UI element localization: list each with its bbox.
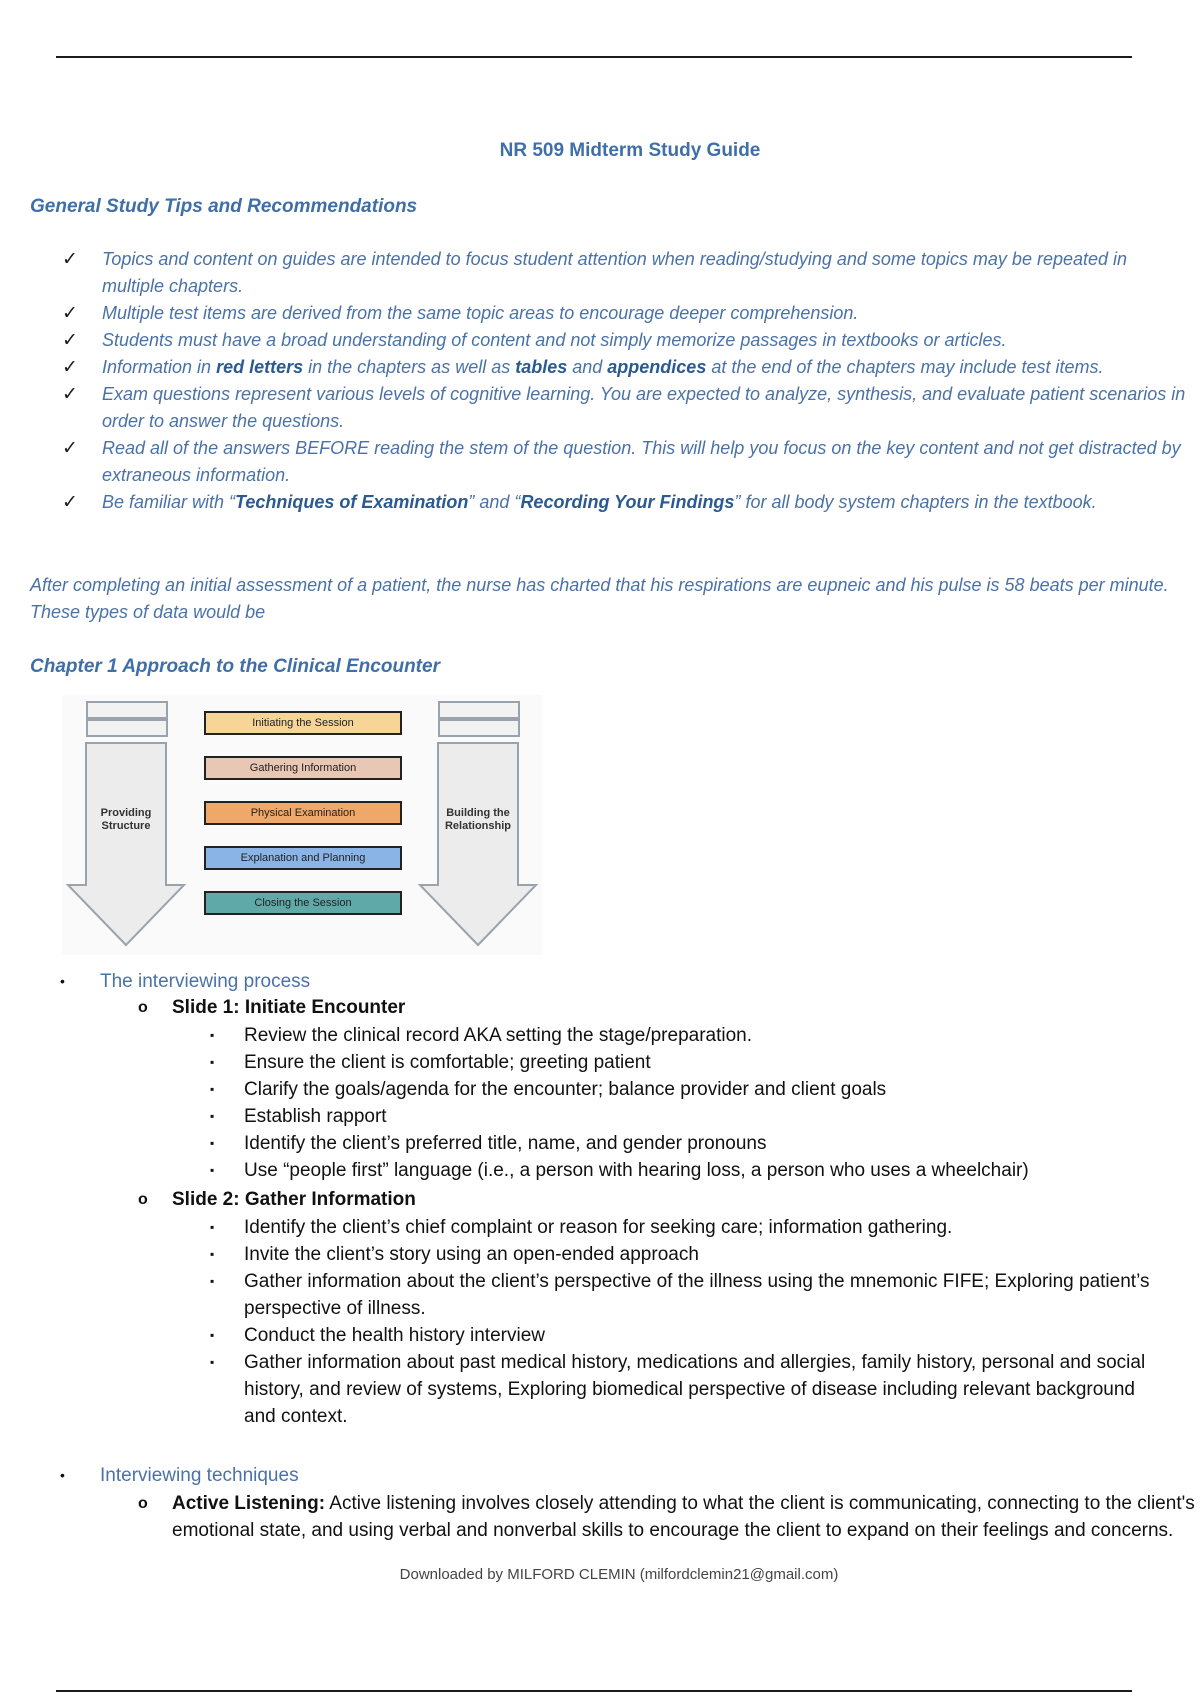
circle-bullet: o bbox=[138, 1191, 148, 1208]
check-icon: ✓ bbox=[62, 249, 78, 270]
square-bullet: ▪ bbox=[210, 1028, 215, 1042]
list-item-text: Identify the client’s preferred title, name, and gender pronouns bbox=[244, 1133, 767, 1154]
check-icon: ✓ bbox=[62, 330, 78, 351]
square-bullet: ▪ bbox=[210, 1220, 215, 1234]
left-arrow-shape bbox=[68, 743, 184, 945]
tips-list bbox=[62, 246, 1192, 516]
download-footer: Downloaded by MILFORD CLEMIN (milfordclemin21@gmail.com) bbox=[399, 1566, 839, 1583]
list-item-text: Clarify the goals/agenda for the encounter; balance provider and client goals bbox=[244, 1079, 887, 1100]
list-item bbox=[210, 1268, 1170, 1322]
interviewing-process-label: The interviewing process bbox=[100, 971, 311, 992]
square-bullet: ▪ bbox=[210, 1274, 215, 1288]
tip-emphasis: red letters bbox=[216, 357, 304, 377]
tip-emphasis: tables bbox=[515, 357, 568, 377]
list-item-text: Review the clinical record AKA setting the stage/preparation. bbox=[244, 1025, 753, 1046]
square-bullet: ▪ bbox=[210, 1082, 215, 1096]
tip-emphasis: appendices bbox=[607, 357, 707, 377]
list-item bbox=[210, 1022, 1170, 1049]
list-item-text: Ensure the client is comfortable; greeting patient bbox=[244, 1052, 651, 1073]
interviewing-techniques-label: Interviewing techniques bbox=[100, 1465, 299, 1486]
square-bullet: ▪ bbox=[210, 1136, 215, 1150]
list-item bbox=[210, 1130, 1170, 1157]
list-item-text: Establish rapport bbox=[244, 1106, 387, 1127]
bullet: • bbox=[60, 973, 65, 989]
circle-bullet: o bbox=[138, 999, 148, 1016]
tip-text: Read all of the answers BEFORE reading the stem of the question. This will help you focus on the key content and not get distracted by extraneous information. bbox=[102, 438, 1181, 485]
list-item-text: Conduct the health history interview bbox=[244, 1325, 545, 1346]
tip-text: in the chapters as well as bbox=[303, 357, 516, 377]
tip-item bbox=[62, 246, 1192, 300]
left-arrow-label: Providing Structure bbox=[100, 807, 152, 832]
check-icon: ✓ bbox=[62, 438, 78, 459]
tip-item bbox=[62, 327, 1192, 354]
tip-item bbox=[62, 300, 1192, 327]
list-item bbox=[210, 1322, 1170, 1349]
list-item bbox=[210, 1214, 1170, 1241]
active-listening-item bbox=[138, 1490, 1200, 1544]
list-item bbox=[210, 1076, 1170, 1103]
tip-text: ” and “ bbox=[468, 492, 521, 512]
top-rule bbox=[56, 56, 1132, 58]
circle-bullet: o bbox=[138, 1495, 148, 1512]
diagram-step: Gathering Information bbox=[204, 756, 402, 780]
active-listening-text: Active listening involves closely attending to what the client is communicating, connecting to the client's emotional state, and using verbal and nonverbal skills to encourage the client to expand on their feelings and concerns. bbox=[172, 1493, 1195, 1541]
square-bullet: ▪ bbox=[210, 1328, 215, 1342]
slide1-title: Slide 1: Initiate Encounter bbox=[172, 997, 406, 1018]
square-bullet: ▪ bbox=[210, 1247, 215, 1261]
scenario-paragraph: After completing an initial assessment of a patient, the nurse has charted that his respirations are eupneic and his pulse is 58 beats per minute. These types of data would be bbox=[30, 575, 1169, 622]
square-bullet: ▪ bbox=[210, 1355, 215, 1369]
tip-item bbox=[62, 354, 1192, 381]
page-title: NR 509 Midterm Study Guide bbox=[499, 140, 761, 161]
general-tips-heading: General Study Tips and Recommendations bbox=[30, 196, 418, 217]
check-icon: ✓ bbox=[62, 303, 78, 324]
chapter-heading: Chapter 1 Approach to the Clinical Encounter bbox=[30, 656, 440, 677]
tip-item bbox=[62, 489, 1192, 516]
list-item-text: Identify the client’s chief complaint or reason for seeking care; information gathering. bbox=[244, 1217, 953, 1238]
square-bullet: ▪ bbox=[210, 1163, 215, 1177]
tip-text: Exam questions represent various levels of cognitive learning. You are expected to analyze, synthesis, and evaluate patient scenarios in order to answer the questions. bbox=[102, 384, 1186, 431]
tip-text: Topics and content on guides are intended to focus student attention when reading/studying and some topics may be repeated in multiple chapters. bbox=[102, 249, 1128, 296]
square-bullet: ▪ bbox=[210, 1109, 215, 1123]
bullet: • bbox=[60, 1467, 65, 1483]
diagram-step: Explanation and Planning bbox=[204, 846, 402, 870]
right-arrow-label: Building the Relationship bbox=[444, 807, 511, 832]
check-icon: ✓ bbox=[62, 492, 78, 513]
list-item bbox=[210, 1103, 1170, 1130]
bottom-rule bbox=[56, 1690, 1132, 1692]
list-item bbox=[210, 1241, 1170, 1268]
list-item-text: Invite the client’s story using an open-ended approach bbox=[244, 1244, 699, 1265]
list-item bbox=[210, 1049, 1170, 1076]
tip-text: at the end of the chapters may include test items. bbox=[706, 357, 1104, 377]
tip-text: Multiple test items are derived from the same topic areas to encourage deeper comprehension. bbox=[102, 303, 859, 323]
list-item-text: Gather information about past medical history, medications and allergies, family history, personal and social history, and review of systems, Exploring biomedical perspective of disease including relevant background and context. bbox=[244, 1352, 1146, 1427]
diagram-step: Initiating the Session bbox=[204, 711, 402, 735]
tip-text: Students must have a broad understanding of content and not simply memorize passages in textbooks or articles. bbox=[102, 330, 1007, 350]
tip-emphasis: Recording Your Findings bbox=[520, 492, 735, 512]
tip-emphasis: Techniques of Examination bbox=[235, 492, 469, 512]
diagram-step: Physical Examination bbox=[204, 801, 402, 825]
check-icon: ✓ bbox=[62, 384, 78, 405]
tip-item bbox=[62, 435, 1192, 489]
tip-text: Information in bbox=[102, 357, 217, 377]
active-listening-label: Active Listening: bbox=[172, 1493, 326, 1514]
tip-item bbox=[62, 381, 1192, 435]
square-bullet: ▪ bbox=[210, 1055, 215, 1069]
list-item bbox=[210, 1349, 1170, 1430]
right-arrow-shape bbox=[420, 743, 536, 945]
tip-text: ” for all body system chapters in the textbook. bbox=[734, 492, 1097, 512]
clinical-encounter-diagram bbox=[62, 695, 542, 955]
slide2-title: Slide 2: Gather Information bbox=[172, 1189, 416, 1210]
diagram-step: Closing the Session bbox=[204, 891, 402, 915]
list-item-text: Gather information about the client’s perspective of the illness using the mnemonic FIFE; Exploring patient’s perspective of illness. bbox=[244, 1271, 1150, 1319]
check-icon: ✓ bbox=[62, 357, 78, 378]
list-item bbox=[210, 1157, 1170, 1184]
list-item-text: Use “people first” language (i.e., a person with hearing loss, a person who uses a wheelchair) bbox=[244, 1160, 1029, 1181]
tip-text: Be familiar with “ bbox=[102, 492, 236, 512]
tip-text: and bbox=[567, 357, 608, 377]
